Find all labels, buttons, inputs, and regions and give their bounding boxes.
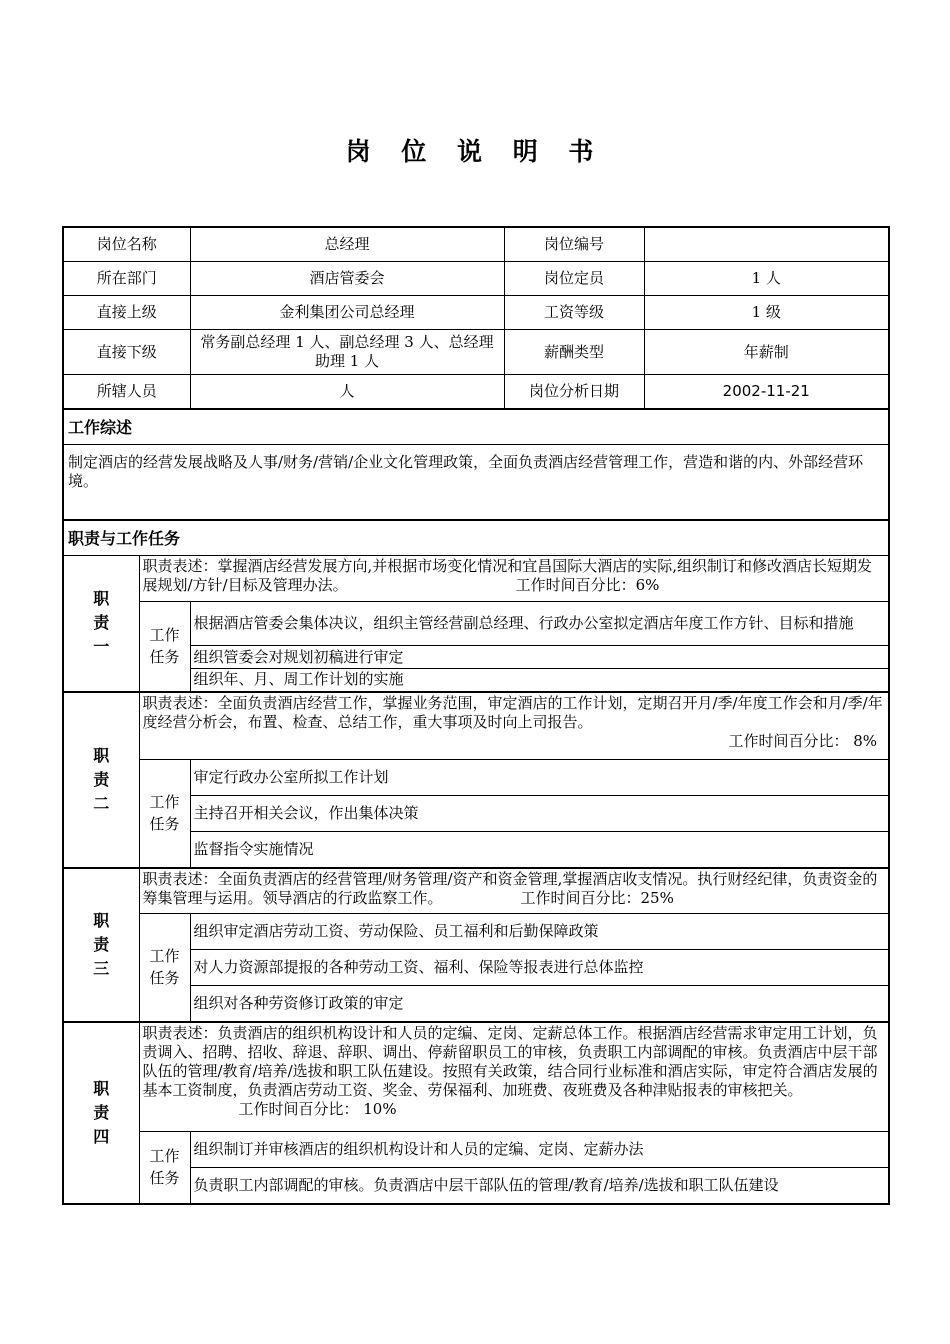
duty-description: 职责表述：全面负责酒店经营工作，掌握业务范围，审定酒店的工作计划，定期召开月/季/年度工作会和月/季/年度经营分析会，布置、检查、总结工作，重大事项及时向上司报告。 工作时间百分比： 8% xyxy=(139,692,889,760)
duty-label: 职责二 xyxy=(63,692,139,868)
info-value: 酒店管委会 xyxy=(190,262,504,296)
info-row xyxy=(63,330,889,375)
summary-heading: 工作综述 xyxy=(63,409,889,445)
duty-desc-row xyxy=(63,1022,889,1132)
task-item: 负责职工内部调配的审核。负责酒店中层干部队伍的管理/教育/培养/选拔和职工队伍建设 xyxy=(190,1168,889,1204)
task-row xyxy=(63,602,889,646)
info-label: 薪酬类型 xyxy=(504,330,644,375)
info-value xyxy=(644,227,889,262)
info-label: 直接上级 xyxy=(63,296,190,330)
task-label: 工作任务 xyxy=(139,760,190,868)
info-row xyxy=(63,227,889,262)
time-percentage: 工作时间百分比： 8% xyxy=(728,731,878,750)
task-row xyxy=(63,914,889,950)
time-percentage: 工作时间百分比：6% xyxy=(515,576,660,594)
duty-desc-row xyxy=(63,556,889,602)
page-title: 岗 位 说 明 书 xyxy=(345,137,605,166)
info-label: 工资等级 xyxy=(504,296,644,330)
task-item: 监督指令实施情况 xyxy=(190,832,889,868)
duty-label: 职责四 xyxy=(63,1022,139,1204)
info-value: 年薪制 xyxy=(644,330,889,375)
duty-label: 职责一 xyxy=(63,556,139,692)
info-label: 所在部门 xyxy=(63,262,190,296)
info-value: 1 人 xyxy=(644,262,889,296)
info-label: 岗位名称 xyxy=(63,227,190,262)
info-value: 2002-11-21 xyxy=(644,375,889,410)
task-item: 组织管委会对规划初稿进行审定 xyxy=(190,646,889,669)
task-label: 工作任务 xyxy=(139,914,190,1022)
duties-heading: 职责与工作任务 xyxy=(63,520,889,556)
info-row xyxy=(63,375,889,410)
info-label: 岗位定员 xyxy=(504,262,644,296)
section-heading-row xyxy=(63,520,889,556)
task-label: 工作任务 xyxy=(139,1132,190,1204)
task-item: 组织制订并审核酒店的组织机构设计和人员的定编、定岗、定薪办法 xyxy=(190,1132,889,1168)
task-item: 对人力资源部提报的各种劳动工资、福利、保险等报表进行总体监控 xyxy=(190,950,889,986)
task-item: 审定行政办公室所拟工作计划 xyxy=(190,760,889,796)
duty-description: 职责表述：负责酒店的组织机构设计和人员的定编、定岗、定薪总体工作。根据酒店经营需求审定用工计划，负责调入、招聘、招收、辞退、辞职、调出、停薪留职员工的审核，负责职工内部调配的审核。负责酒店中层干部队伍的管理/教育/培养/选拔和职工队伍建设。按照有关政策，结合同行业标准和酒店实际，审定符合酒店发展的基本工资制度，负责酒店劳动工资、奖金、劳保福利、加班费、夜班费及各种津贴报表的审核把关。工作时间百分比： 10% xyxy=(139,1022,889,1132)
task-row xyxy=(63,760,889,796)
task-item: 主持召开相关会议，作出集体决策 xyxy=(190,796,889,832)
info-value: 人 xyxy=(190,375,504,410)
info-value: 1 级 xyxy=(644,296,889,330)
info-label: 直接下级 xyxy=(63,330,190,375)
duty-description: 职责表述：掌握酒店经营发展方向,并根据市场变化情况和宜昌国际大酒店的实际,组织制订和修改酒店长短期发展规划/方针/目标及管理办法。 工作时间百分比：6% xyxy=(139,556,889,602)
section-heading-row xyxy=(63,409,889,445)
task-item: 组织对各种劳资修订政策的审定 xyxy=(190,986,889,1022)
duty-desc-row xyxy=(63,692,889,760)
time-percentage: 工作时间百分比：25% xyxy=(520,888,674,907)
summary-row xyxy=(63,445,889,521)
task-label: 工作任务 xyxy=(139,602,190,692)
job-description-sheet xyxy=(62,226,888,1205)
task-row xyxy=(63,1132,889,1168)
info-label: 岗位分析日期 xyxy=(504,375,644,410)
info-row xyxy=(63,296,889,330)
summary-text: 制定酒店的经营发展战略及人事/财务/营销/企业文化管理政策，全面负责酒店经营管理工作，营造和谐的内、外部经营环境。 xyxy=(63,445,889,521)
duty-description: 职责表述：全面负责酒店的经营管理/财务管理/资产和资金管理,掌握酒店收支情况。执行财经纪律，负责资金的筹集管理与运用。领导酒店的行政监察工作。 工作时间百分比：25% xyxy=(139,868,889,914)
duty-desc-row xyxy=(63,868,889,914)
time-percentage: 工作时间百分比： 10% xyxy=(238,1099,397,1118)
info-label: 岗位编号 xyxy=(504,227,644,262)
task-item: 根据酒店管委会集体决议，组织主管经营副总经理、行政办公室拟定酒店年度工作方针、目标和措施 xyxy=(190,602,889,646)
job-info-table xyxy=(62,226,890,1205)
info-value: 常务副总经理 1 人、副总经理 3 人、总经理助理 1 人 xyxy=(190,330,504,375)
task-item: 组织审定酒店劳动工资、劳动保险、员工福利和后勤保障政策 xyxy=(190,914,889,950)
info-value: 金利集团公司总经理 xyxy=(190,296,504,330)
duty-label: 职责三 xyxy=(63,868,139,1022)
info-label: 所辖人员 xyxy=(63,375,190,410)
info-value: 总经理 xyxy=(190,227,504,262)
task-item: 组织年、月、周工作计划的实施 xyxy=(190,669,889,692)
info-row xyxy=(63,262,889,296)
